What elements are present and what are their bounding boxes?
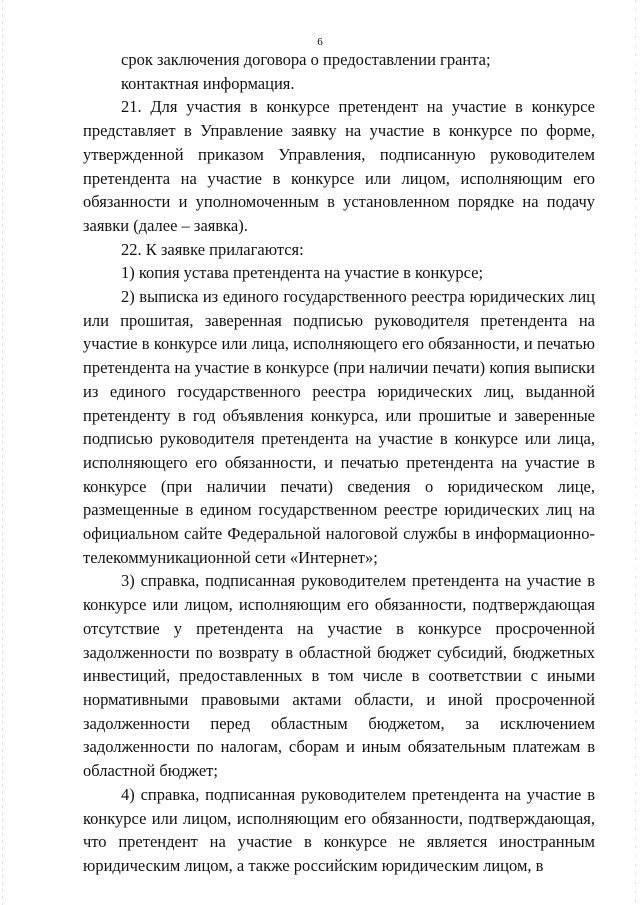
paragraph-item-22: 22. К заявке прилагаются:	[121, 239, 304, 259]
scan-edge-left	[2, 0, 3, 905]
paragraph-subitem-2: 2) выписка из единого государственного реестра юридических лиц или прошитая, заверенная подписью руководителя претендента на участие в конкурсе или лица, исполняющего его обязанности, и печатью претендента на участие в конкурсе (при наличии печати) копия выписки из единого государственного реестра юридических лиц, выданной претенденту в год объявления конкурса, или прошитые и заверенные подписью руководителя претендента на участие в конкурсе или лица, исполняющего его обязанности, и печатью претендента на участие в конкурсе (при наличии печати) сведения о юридическом лице, размещенные в едином государственном реестре юридических лиц на официальном сайте Федеральной налоговой службы в информационно-телекоммуникационной сети «Интернет»;	[83, 287, 595, 567]
paragraph-grant-deadline: срок заключения договора о предоставлении гранта;	[121, 50, 491, 69]
paragraph-contact-info: контактная информация.	[121, 73, 295, 93]
paragraph-subitem-3: 3) справка, подписанная руководителем претендента на участие в конкурсе или лицом, исполняющим его обязанности, подтверждающая отсутствие у претендента на участие в конкурсе просроченной задолженности по возврату в областной бюджет субсидий, бюджетных инвестиций, предоставленных в том числе в соответствии с иными нормативными правовыми актами области, и иной просроченной задолженности перед областным бюджетом, за исключением задолженности по налогам, сборам и иным обязательным платежам в областной бюджет;	[83, 571, 595, 781]
paragraph-item-21: 21. Для участия в конкурсе претендент на участие в конкурсе представляет в Управление заявку на участие в конкурсе по форме, утвержденной приказом Управления, подписанную руководителем претендента на участие в конкурсе или лицом, исполняющим его обязанности и уполномоченным в установленном порядке на подачу заявки (далее – заявка).	[83, 97, 595, 235]
page-number: 6	[317, 36, 323, 48]
paragraph-subitem-1: 1) копия устава претендента на участие в конкурсе;	[121, 263, 484, 283]
body-text	[83, 48, 595, 878]
paragraph-subitem-4: 4) справка, подписанная руководителем претендента на участие в конкурсе или лицом, исполняющим его обязанности, подтверждающая, что претендент на участие в конкурсе не является иностранным юридическим лицом, а также российским юридическим лицом, в	[83, 784, 595, 875]
scan-edge-right	[635, 0, 636, 905]
